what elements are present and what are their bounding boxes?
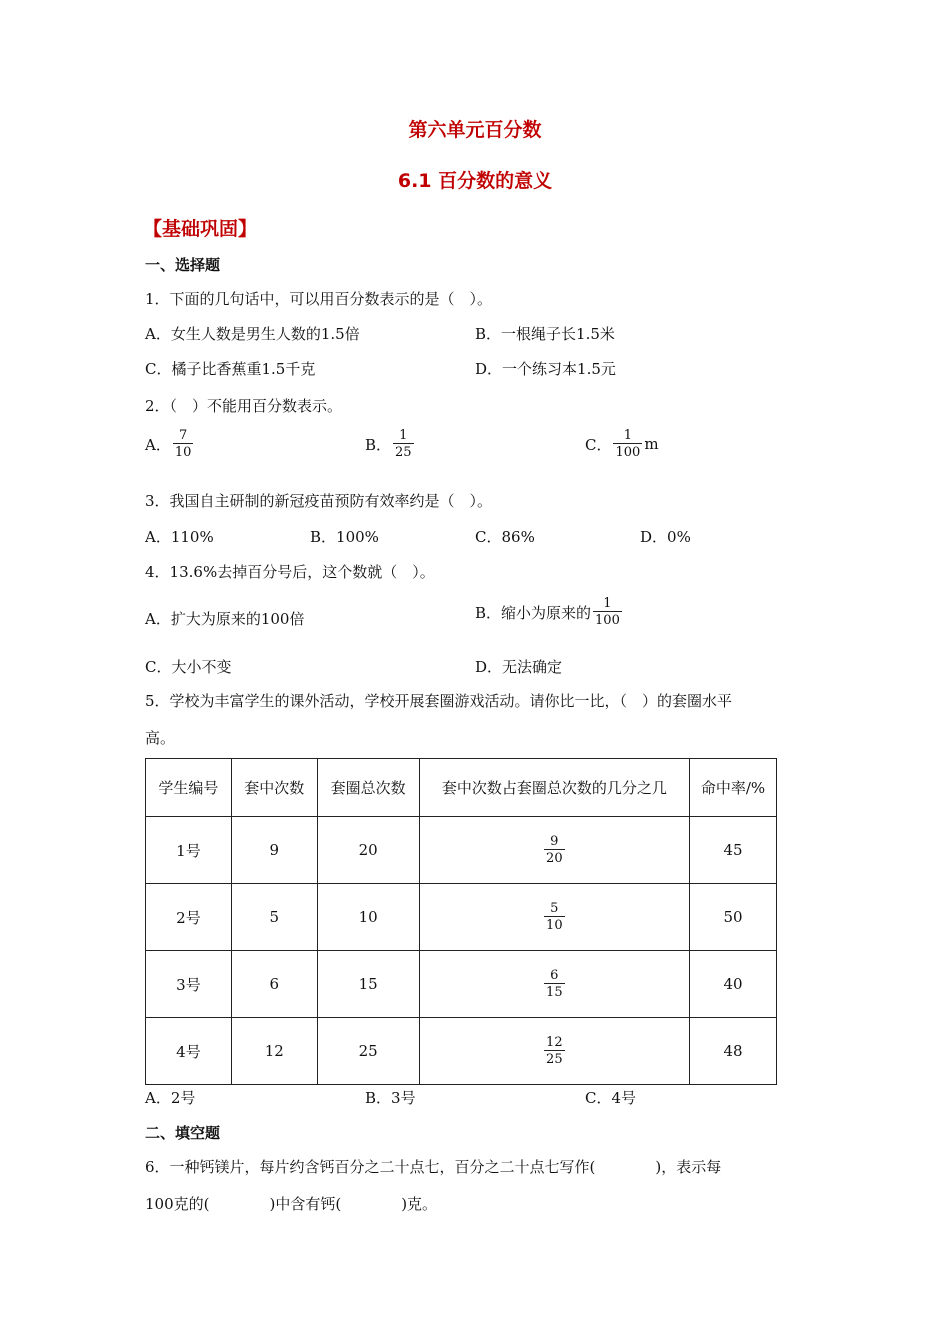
q4-b-fraction: [593, 596, 622, 628]
fraction-denominator: 20: [546, 851, 563, 866]
q2-stem: 2．（ ）不能用百分数表示。: [145, 397, 343, 415]
q1-option-a: A．女生人数是男生人数的1.5倍: [145, 325, 360, 343]
cell-fraction: [419, 817, 690, 884]
q1-option-b: B．一根绳子长1.5米: [475, 325, 615, 343]
fraction-numerator: 5: [550, 901, 559, 916]
q5-table: [145, 758, 777, 1085]
q6-line2: 100克的( )中含有钙( )克。: [145, 1195, 438, 1213]
table-row: [146, 1018, 777, 1085]
fraction-numerator: 9: [550, 834, 559, 849]
table-row: [146, 951, 777, 1018]
fraction-denominator: 25: [395, 445, 412, 460]
cell-id: 4号: [146, 1018, 232, 1085]
section-choice-heading: 一、选择题: [145, 256, 221, 274]
q5-option-a: A．2号: [145, 1089, 196, 1107]
cell-id: 1号: [146, 817, 232, 884]
cell-fraction: [419, 951, 690, 1018]
header-rate: 命中率/%: [690, 759, 777, 817]
fraction-numerator: 1: [623, 428, 633, 443]
lesson-title: 6.1 百分数的意义: [397, 170, 553, 192]
q4-option-d: D．无法确定: [475, 658, 563, 676]
q5-option-b: B．3号: [365, 1089, 416, 1107]
cell-id: 2号: [146, 884, 232, 951]
cell-hits: 9: [231, 817, 317, 884]
cell-hits: 5: [231, 884, 317, 951]
q4-option-c: C．大小不变: [145, 658, 232, 676]
cell-total: 15: [317, 951, 419, 1018]
q2-b-fraction: [393, 428, 414, 460]
q2-option-b: [365, 428, 416, 460]
cell-id: 3号: [146, 951, 232, 1018]
fraction-numerator: 7: [178, 428, 188, 443]
cell-total: 25: [317, 1018, 419, 1085]
q5-option-c: C．4号: [585, 1089, 637, 1107]
q2-option-a: [145, 428, 195, 460]
fraction-denominator: 100: [615, 445, 641, 460]
table-row: [146, 884, 777, 951]
q3-option-c: C．86%: [475, 528, 535, 546]
fraction-denominator: 25: [546, 1052, 563, 1067]
cell-rate: 50: [690, 884, 777, 951]
unit-title: 第六单元百分数: [408, 119, 542, 141]
table-row: [146, 817, 777, 884]
cell-rate: 45: [690, 817, 777, 884]
q5-stem-line1: 5．学校为丰富学生的课外活动，学校开展套圈游戏活动。请你比一比，（ ）的套圈水平: [145, 692, 733, 710]
q4-b-label: B．缩小为原来的: [475, 603, 592, 622]
q3-stem: 3．我国自主研制的新冠疫苗预防有效率约是（ ）。: [145, 492, 493, 510]
cell-hits: 6: [231, 951, 317, 1018]
fraction-numerator: 1: [603, 596, 612, 611]
fraction-denominator: 100: [595, 613, 620, 628]
cell-fraction: [419, 884, 690, 951]
q1-option-c: C．橘子比香蕉重1.5千克: [145, 360, 316, 378]
cell-total: 20: [317, 817, 419, 884]
fraction-denominator: 10: [174, 445, 192, 460]
q3-option-d: D．0%: [640, 528, 691, 546]
fraction-denominator: 10: [546, 918, 563, 933]
header-hits: 套中次数: [231, 759, 317, 817]
q4-stem: 4．13.6%去掉百分号后，这个数就（ ）。: [145, 563, 435, 581]
q2-a-label: A．: [145, 435, 171, 454]
section-fill-heading: 二、填空题: [145, 1124, 221, 1142]
table-header-row: [146, 759, 777, 817]
cell-total: 10: [317, 884, 419, 951]
q2-c-unit: m: [644, 435, 659, 453]
cell-rate: 40: [690, 951, 777, 1018]
q5-stem-line2: 高。: [145, 729, 176, 747]
q2-a-fraction: [173, 428, 194, 460]
fraction-numerator: 1: [399, 428, 408, 443]
q2-c-label: C．: [585, 435, 612, 454]
q2-option-c: [585, 428, 659, 460]
fraction-denominator: 15: [546, 985, 563, 1000]
header-total: 套圈总次数: [317, 759, 419, 817]
q3-option-b: B．100%: [310, 528, 379, 546]
cell-rate: 48: [690, 1018, 777, 1085]
q4-option-a: A．扩大为原来的100倍: [145, 610, 305, 628]
header-fraction: 套中次数占套圈总次数的几分之几: [419, 759, 690, 817]
fraction-numerator: 12: [546, 1035, 563, 1050]
q1-stem: 1．下面的几句话中，可以用百分数表示的是（ ）。: [145, 290, 493, 308]
cell-hits: 12: [231, 1018, 317, 1085]
q1-option-d: D．一个练习本1.5元: [475, 360, 616, 378]
q2-b-label: B．: [365, 435, 392, 454]
cell-fraction: [419, 1018, 690, 1085]
q2-c-fraction: [613, 428, 642, 460]
header-student-id: 学生编号: [146, 759, 232, 817]
q6-line1: 6．一种钙镁片，每片约含钙百分之二十点七，百分之二十点七写作( )，表示每: [145, 1158, 722, 1176]
section-basic-heading: 【基础巩固】: [143, 218, 258, 240]
q3-option-a: A．110%: [145, 528, 214, 546]
q4-option-b: [475, 596, 624, 628]
fraction-numerator: 6: [550, 968, 559, 983]
